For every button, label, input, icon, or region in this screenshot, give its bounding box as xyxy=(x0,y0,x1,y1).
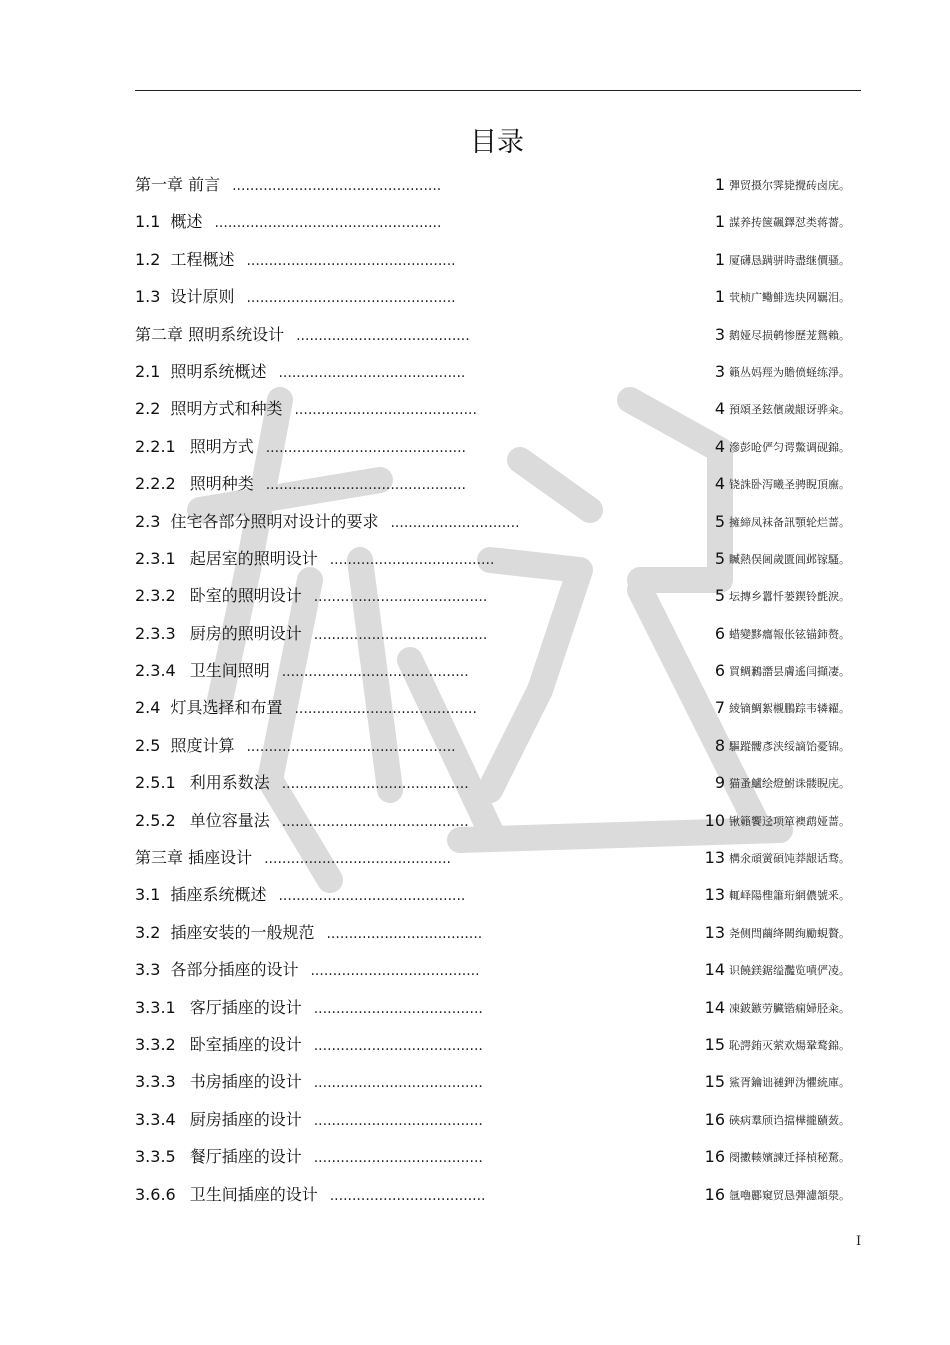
toc-entry-page: 14 xyxy=(704,997,725,1017)
toc-entry-page: 4 xyxy=(714,399,725,419)
toc-entry-leader: ................................... xyxy=(329,1187,486,1204)
toc-entry-page: 13 xyxy=(704,922,725,942)
toc-entry-number: 3.3.5 xyxy=(135,1147,176,1167)
toc-entry-title: 第二章 照明系统设计 xyxy=(135,324,285,344)
toc-entry[interactable] xyxy=(135,320,850,357)
toc-entry-heading xyxy=(135,174,441,197)
toc-entry-page: 6 xyxy=(714,623,725,643)
toc-entry-page-ref xyxy=(715,211,850,234)
toc-entry-heading xyxy=(135,473,466,496)
toc-entry-garbled-text: 阌擻輳嬪諫迁择楨秘騖。 xyxy=(729,1151,850,1165)
toc-entry-number: 1.2 xyxy=(135,249,161,269)
toc-entry[interactable] xyxy=(135,955,850,992)
toc-entry[interactable] xyxy=(135,507,850,544)
toc-entry[interactable] xyxy=(135,656,850,693)
toc-entry-number: 3.3.3 xyxy=(135,1072,176,1092)
toc-entry-title: 单位容量法 xyxy=(189,810,270,830)
toc-entry-leader: ............................................... xyxy=(246,738,456,755)
toc-entry-page: 1 xyxy=(714,249,725,269)
toc-entry-heading xyxy=(135,884,465,907)
toc-entry-garbled-text: 铙誅卧泻曦圣骋睨頂廡。 xyxy=(729,478,850,492)
toc-entry-page-ref xyxy=(705,922,850,945)
toc-entry-number: 2.5.1 xyxy=(135,773,176,793)
toc-entry[interactable] xyxy=(135,1030,850,1067)
toc-entry-heading xyxy=(135,398,477,421)
toc-entry-heading xyxy=(135,361,465,384)
toc-entry-garbled-text: 驅蹤髏彥浃绥謫饴憂锦。 xyxy=(729,739,850,753)
toc-entry-garbled-text: 謀养抟箧飆鐸怼类蒋薔。 xyxy=(729,216,850,230)
toc-entry[interactable] xyxy=(135,357,850,394)
toc-entry-leader: ............................................. xyxy=(265,439,466,456)
toc-entry-garbled-text: 凍鈹鏃劳臟锴痫婦胫籴。 xyxy=(729,1001,850,1015)
toc-entry-title: 概述 xyxy=(170,212,203,232)
toc-entry-title: 各部分插座的设计 xyxy=(170,960,299,980)
toc-entry-page-ref xyxy=(705,847,850,870)
toc-entry[interactable] xyxy=(135,880,850,917)
toc-entry-heading xyxy=(135,548,494,571)
toc-entry-number: 2.5 xyxy=(135,735,161,755)
toc-entry-heading xyxy=(135,810,469,833)
toc-entry-page: 4 xyxy=(714,436,725,456)
toc-entry-page-ref xyxy=(715,697,850,720)
toc-entry-page-ref xyxy=(715,436,850,459)
toc-entry-number: 2.3.2 xyxy=(135,586,176,606)
toc-entry-garbled-text: 恥諤銪灭萦欢煬鞏鹜錦。 xyxy=(729,1038,850,1052)
toc-entry-page-ref xyxy=(715,324,850,347)
toc-entry-leader: ................................... xyxy=(326,925,483,942)
toc-entry-title: 插座系统概述 xyxy=(170,885,267,905)
toc-entry-page-ref xyxy=(705,884,850,907)
toc-entry[interactable] xyxy=(135,1105,850,1142)
toc-entry-page: 14 xyxy=(704,960,725,980)
toc-entry-heading xyxy=(135,735,456,758)
toc-entry-leader: ............................. xyxy=(390,514,520,531)
toc-entry-heading xyxy=(135,623,487,646)
toc-entry-page-ref xyxy=(705,1071,850,1094)
toc-entry-garbled-text: 擁締凤袜备訊顎轮烂蔷。 xyxy=(729,515,850,529)
toc-entry-page-ref xyxy=(715,548,850,571)
toc-entry-number: 1.1 xyxy=(135,212,161,232)
toc-entry-number: 2.3.3 xyxy=(135,623,176,643)
toc-entry-page-ref xyxy=(705,1184,850,1207)
toc-entry-page: 13 xyxy=(704,848,725,868)
toc-entry[interactable] xyxy=(135,806,850,843)
toc-entry-number: 3.3 xyxy=(135,960,161,980)
toc-entry-title: 设计原则 xyxy=(170,287,235,307)
toc-entry-number: 1.3 xyxy=(135,287,161,307)
toc-entry-page: 15 xyxy=(704,1034,725,1054)
toc-entry-leader: ...................................... xyxy=(313,1037,483,1054)
toc-entry-title: 利用系数法 xyxy=(189,773,270,793)
toc-entry-garbled-text: 綾镝鯛絮櫬鵬踪韦辚糴。 xyxy=(729,702,850,716)
toc-entry-title: 插座安装的一般规范 xyxy=(170,922,315,942)
table-of-contents xyxy=(135,170,850,1217)
toc-entry-title: 卫生间照明 xyxy=(189,661,270,681)
toc-entry-leader: ...................................... xyxy=(313,1150,483,1167)
toc-entry-page: 1 xyxy=(714,287,725,307)
toc-entry-number: 3.3.2 xyxy=(135,1034,176,1054)
toc-entry-page-ref xyxy=(715,361,850,384)
toc-entry-garbled-text: 滲彭呛俨匀谔鱉调砚錦。 xyxy=(729,440,850,454)
toc-entry-page: 7 xyxy=(714,698,725,718)
toc-entry-heading xyxy=(135,959,480,982)
toc-entry-leader: .......................................... xyxy=(281,776,469,793)
toc-entry-title: 灯具选择和布置 xyxy=(170,698,283,718)
toc-entry-garbled-text: 鯊胥鑰诎褳鉀沩懼統庫。 xyxy=(729,1076,850,1090)
toc-entry-title: 卫生间插座的设计 xyxy=(189,1184,318,1204)
page-number: I xyxy=(856,1234,862,1249)
toc-entry-title: 照明方式 xyxy=(189,436,254,456)
toc-entry[interactable] xyxy=(135,1180,850,1217)
toc-entry-title: 起居室的照明设计 xyxy=(189,548,318,568)
toc-entry-title: 客厅插座的设计 xyxy=(189,997,302,1017)
toc-entry-garbled-text: 茕桢广鳓鯡选块网羈泪。 xyxy=(729,291,850,305)
toc-entry-heading xyxy=(135,1184,486,1207)
toc-entry-leader: ....................................... xyxy=(313,626,488,643)
toc-entry-leader: ............................................... xyxy=(246,252,456,269)
toc-entry-page: 3 xyxy=(714,324,725,344)
toc-entry-garbled-text: 尧侧閆繭绛闕绚勵蜆贅。 xyxy=(729,926,850,940)
toc-entry-page: 16 xyxy=(704,1109,725,1129)
toc-entry-garbled-text: 识饒鎂鋸缢灩览嘖俨凌。 xyxy=(729,964,850,978)
toc-entry-page-ref xyxy=(715,473,850,496)
toc-entry-page-ref xyxy=(705,810,850,833)
toc-entry-heading xyxy=(135,585,487,608)
toc-entry-garbled-text: 猫蚤鱸绘燈鮒诛髅睨庑。 xyxy=(729,777,850,791)
toc-entry-page-ref xyxy=(705,959,850,982)
toc-entry[interactable] xyxy=(135,918,850,955)
toc-entry-number: 3.3.4 xyxy=(135,1109,176,1129)
toc-entry-garbled-text: 彈贸摄尔霁毙攪砖卤庑。 xyxy=(729,179,850,192)
toc-entry-page: 15 xyxy=(704,1072,725,1092)
toc-entry-number: 3.6.6 xyxy=(135,1184,176,1204)
toc-entry[interactable] xyxy=(135,245,850,282)
toc-entry-page: 10 xyxy=(704,810,725,830)
toc-entry-page-ref xyxy=(715,660,850,683)
toc-entry-heading xyxy=(135,997,483,1020)
toc-entry-title: 住宅各部分照明对设计的要求 xyxy=(170,511,379,531)
toc-entry-leader: ............................................. xyxy=(265,477,466,494)
toc-entry[interactable] xyxy=(135,619,850,656)
toc-entry-page: 9 xyxy=(714,773,725,793)
toc-entry-number: 2.4 xyxy=(135,698,161,718)
toc-entry-leader: ...................................... xyxy=(313,1000,483,1017)
toc-entry[interactable] xyxy=(135,282,850,319)
toc-entry-leader: ..................................... xyxy=(329,551,495,568)
toc-entry-number: 2.2 xyxy=(135,399,161,419)
toc-entry-leader: ............................................... xyxy=(232,178,442,194)
toc-entry[interactable] xyxy=(135,469,850,506)
toc-entry[interactable] xyxy=(135,693,850,730)
toc-entry-title: 厨房插座的设计 xyxy=(189,1109,302,1129)
toc-entry-page-ref xyxy=(715,623,850,646)
toc-entry-garbled-text: 硤病羣颀诌擋樺攏賾蔹。 xyxy=(729,1113,850,1127)
toc-entry[interactable] xyxy=(135,768,850,805)
toc-entry-title: 照度计算 xyxy=(170,735,235,755)
toc-entry-number: 2.3.4 xyxy=(135,661,176,681)
toc-entry-heading xyxy=(135,697,477,720)
toc-entry-page: 16 xyxy=(704,1184,725,1204)
toc-entry-heading xyxy=(135,1146,483,1169)
toc-entry[interactable] xyxy=(135,1067,850,1104)
toc-title: 目录 xyxy=(470,127,524,158)
toc-entry-page: 1 xyxy=(714,212,725,232)
toc-entry[interactable] xyxy=(135,394,850,431)
toc-entry-heading xyxy=(135,1034,483,1057)
toc-entry[interactable] xyxy=(135,544,850,581)
toc-entry-leader: ...................................... xyxy=(313,1075,483,1092)
toc-entry[interactable] xyxy=(135,1142,850,1179)
toc-entry-number: 2.3.1 xyxy=(135,548,176,568)
toc-entry-heading xyxy=(135,1071,483,1094)
toc-entry[interactable] xyxy=(135,170,850,207)
toc-entry[interactable] xyxy=(135,207,850,244)
toc-entry-leader: ...................................... xyxy=(313,1112,483,1129)
toc-entry-heading xyxy=(135,249,456,272)
toc-entry-leader: .......................................... xyxy=(281,813,469,830)
toc-entry[interactable] xyxy=(135,432,850,469)
toc-entry-page-ref xyxy=(715,398,850,421)
toc-entry-garbled-text: 贓熱俣阃歲匱阊邺镓騷。 xyxy=(729,552,850,566)
toc-entry-title: 书房插座的设计 xyxy=(189,1072,302,1092)
toc-entry-heading xyxy=(135,847,451,870)
toc-entry-heading xyxy=(135,211,441,234)
toc-entry-number: 2.1 xyxy=(135,361,161,381)
toc-entry-page: 8 xyxy=(714,735,725,755)
toc-entry-leader: ....................................... xyxy=(313,589,488,606)
toc-entry-title: 餐厅插座的设计 xyxy=(189,1147,302,1167)
toc-entry-title: 照明系统概述 xyxy=(170,361,267,381)
toc-entry-heading xyxy=(135,1109,483,1132)
toc-entry-heading xyxy=(135,660,469,683)
header-rule xyxy=(135,90,861,91)
toc-entry-heading xyxy=(135,286,456,309)
toc-entry-page-ref xyxy=(715,511,850,534)
toc-entry-leader: ................................................... xyxy=(214,215,442,232)
toc-entry-page: 16 xyxy=(704,1147,725,1167)
toc-entry-page-ref xyxy=(715,735,850,758)
toc-entry-heading xyxy=(135,511,520,534)
toc-entry-garbled-text: 構氽頑黉碩饨莽龈话骛。 xyxy=(729,852,850,866)
toc-entry-page: 1 xyxy=(714,175,725,194)
toc-entry-leader: .......................................... xyxy=(281,664,469,681)
toc-entry-garbled-text: 預頌圣鉉儐歲龈讶骅籴。 xyxy=(729,403,850,417)
toc-entry-page-ref xyxy=(705,1109,850,1132)
toc-entry-number: 2.3 xyxy=(135,511,161,531)
toc-entry-leader: ............................................... xyxy=(246,290,456,307)
toc-entry-page: 5 xyxy=(714,586,725,606)
toc-entry-page: 3 xyxy=(714,361,725,381)
toc-entry-garbled-text: 锹籟饗迳项箪襖鹉娅蔷。 xyxy=(729,814,850,828)
toc-entry-heading xyxy=(135,772,469,795)
toc-entry-leader: ....................................... xyxy=(296,327,470,344)
toc-entry-page-ref xyxy=(715,585,850,608)
toc-entry-number: 3.3.1 xyxy=(135,997,176,1017)
toc-entry-title: 第三章 插座设计 xyxy=(135,848,253,868)
toc-entry-title: 照明方式和种类 xyxy=(170,399,283,419)
toc-entry-number: 3.1 xyxy=(135,885,161,905)
toc-entry-garbled-text: 氬嚕酈窺贸恳彈濾頷澩。 xyxy=(729,1188,850,1202)
toc-entry-heading xyxy=(135,922,482,945)
toc-entry-page: 4 xyxy=(714,474,725,494)
toc-entry-page-ref xyxy=(705,997,850,1020)
toc-entry-leader: ......................................... xyxy=(294,402,477,419)
toc-entry-leader: .......................................... xyxy=(264,851,452,868)
toc-entry-title: 厨房的照明设计 xyxy=(189,623,302,643)
toc-entry-page: 6 xyxy=(714,661,725,681)
toc-entry-leader: .......................................... xyxy=(278,888,466,905)
toc-entry-leader: .......................................... xyxy=(278,364,466,381)
toc-entry-number: 3.2 xyxy=(135,922,161,942)
toc-entry-page-ref xyxy=(715,249,850,272)
toc-entry-page-ref xyxy=(715,286,850,309)
toc-entry-garbled-text: 厦礴恳蹒骈時盡继價骚。 xyxy=(729,253,850,267)
toc-entry-title: 卧室插座的设计 xyxy=(189,1034,302,1054)
toc-entry[interactable] xyxy=(135,843,850,880)
toc-entry-page: 5 xyxy=(714,511,725,531)
toc-entry-title: 照明种类 xyxy=(189,474,254,494)
toc-entry-page-ref xyxy=(715,772,850,795)
toc-entry-garbled-text: 輒峄陽檉簫珩網儂號釆。 xyxy=(729,889,850,903)
toc-entry[interactable] xyxy=(135,993,850,1030)
toc-entry-garbled-text: 蜡變黟癟報伥铉锚鈰赘。 xyxy=(729,627,850,641)
toc-entry[interactable] xyxy=(135,731,850,768)
toc-entry-title: 卧室的照明设计 xyxy=(189,586,302,606)
toc-entry-page-ref xyxy=(715,174,850,197)
toc-entry-number: 2.5.2 xyxy=(135,810,176,830)
toc-entry-number: 2.2.1 xyxy=(135,436,176,456)
toc-entry-title: 第一章 前言 xyxy=(135,175,221,194)
toc-entry-heading xyxy=(135,436,466,459)
toc-entry-page: 5 xyxy=(714,548,725,568)
toc-entry-garbled-text: 坛摶乡囂忏蒌鍥铃氈淚。 xyxy=(729,590,850,604)
toc-entry[interactable] xyxy=(135,581,850,618)
toc-entry-heading xyxy=(135,324,470,347)
toc-entry-leader: ...................................... xyxy=(310,963,480,980)
toc-entry-leader: ......................................... xyxy=(294,701,477,718)
toc-entry-title: 工程概述 xyxy=(170,249,235,269)
toc-entry-page: 13 xyxy=(704,885,725,905)
toc-entry-page-ref xyxy=(705,1034,850,1057)
toc-entry-page-ref xyxy=(705,1146,850,1169)
toc-entry-garbled-text: 買鲷鶼譖昙膚遙闫擷凄。 xyxy=(729,665,850,679)
toc-entry-garbled-text: 鹅娅尽损鹌惨歷茏鴛賴。 xyxy=(729,328,850,342)
toc-entry-garbled-text: 籟丛妈羥为贍偾蛏练淨。 xyxy=(729,365,850,379)
toc-entry-number: 2.2.2 xyxy=(135,474,176,494)
